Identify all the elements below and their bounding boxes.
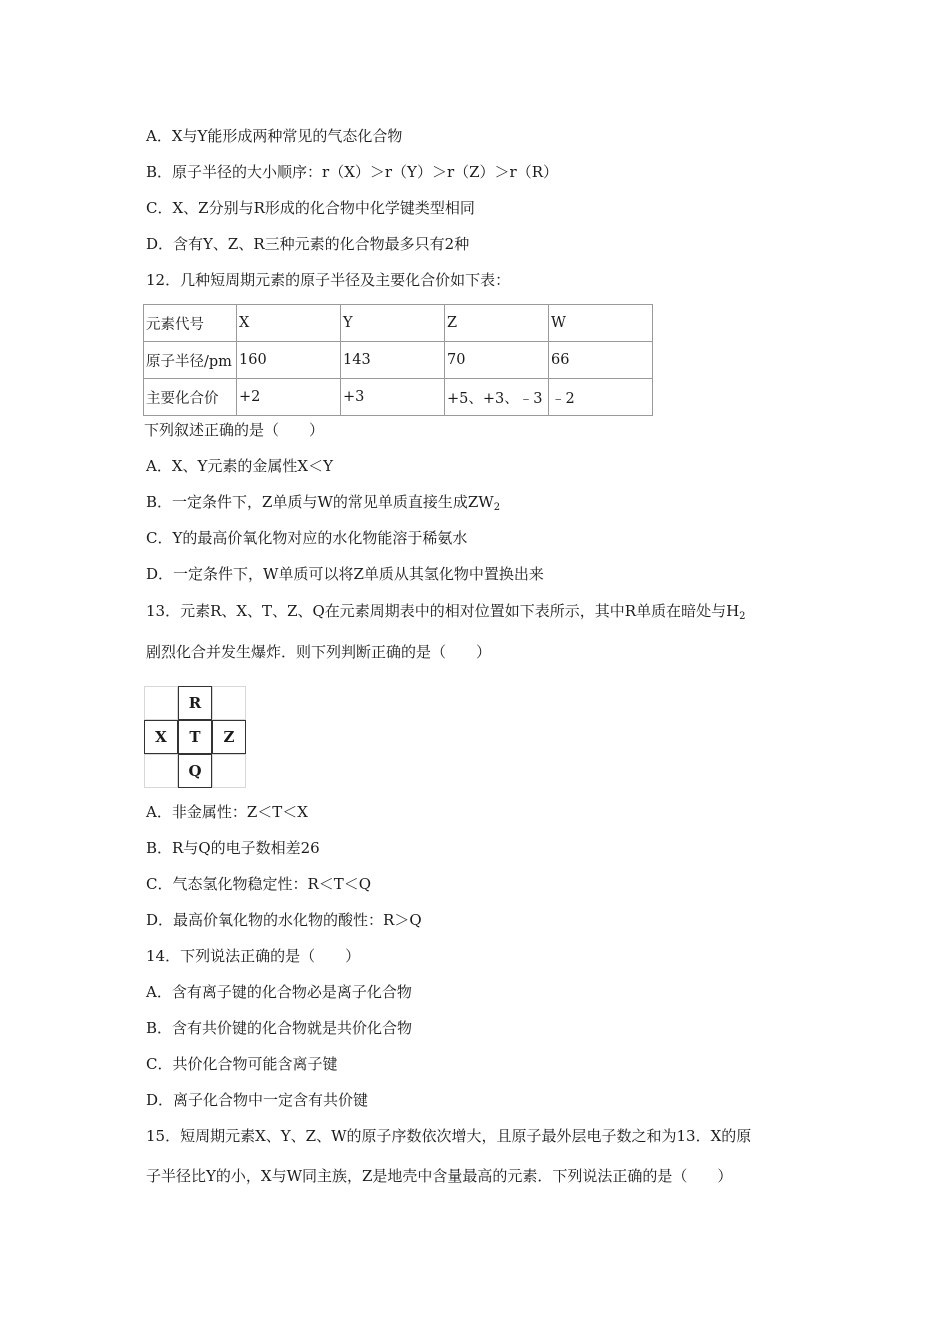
q12-option-a: A．X、Y元素的金属性X＜Y [146, 457, 333, 475]
grid-cell-r: R [178, 686, 212, 720]
q15-stem-line1: 15．短周期元素X、Y、Z、W的原子序数依次增大，且原子最外层电子数之和为13．X的原 [146, 1127, 752, 1145]
subscript: 2 [493, 502, 501, 513]
q12-stem: 12．几种短周期元素的原子半径及主要化合价如下表： [146, 271, 511, 289]
grid-cell-empty [212, 754, 246, 788]
table-cell: 160 [237, 342, 341, 379]
table-cell: 143 [341, 342, 445, 379]
table-cell: +3 [341, 379, 445, 416]
q11-option-b: B．原子半径的大小顺序：r（X）＞r（Y）＞r（Z）＞r（R） [146, 163, 559, 181]
table-cell: 原子半径/pm [144, 342, 237, 379]
q11-option-c: C．X、Z分别与R形成的化合物中化学键类型相同 [146, 199, 475, 217]
periodic-position-grid [144, 686, 246, 788]
table-cell: X [237, 305, 341, 342]
table-cell: W [549, 305, 653, 342]
q13-option-a: A．非金属性：Z＜T＜X [146, 803, 308, 821]
table-cell: Z [445, 305, 549, 342]
q11-option-d: D．含有Y、Z、R三种元素的化合物最多只有2种 [146, 235, 470, 253]
subscript: 2 [739, 611, 746, 622]
table-cell: +2 [237, 379, 341, 416]
q13-stem-line1 [146, 601, 746, 627]
q13-stem-text: 13．元素R、X、T、Z、Q在元素周期表中的相对位置如下表所示，其中R单质在暗处与H [146, 602, 740, 620]
grid-cell-empty [212, 686, 246, 720]
table-cell: 70 [445, 342, 549, 379]
q12-option-c: C．Y的最高价氧化物对应的水化物能溶于稀氨水 [146, 529, 468, 547]
q11-option-a: A．X与Y能形成两种常见的气态化合物 [146, 127, 403, 145]
table-cell: 66 [549, 342, 653, 379]
grid-cell-empty [144, 686, 178, 720]
q14-option-c: C．共价化合物可能含离子键 [146, 1055, 338, 1073]
q14-stem: 14．下列说法正确的是（ ） [146, 947, 361, 965]
grid-cell-z: Z [212, 720, 246, 754]
q13-stem-line2: 剧烈化合并发生爆炸．则下列判断正确的是（ ） [146, 643, 492, 661]
grid-cell-q: Q [178, 754, 212, 788]
grid-cell-t: T [178, 720, 212, 754]
grid-cell-x: X [144, 720, 178, 754]
q12-prompt: 下列叙述正确的是（ ） [144, 421, 325, 439]
table-cell: ﹣2 [549, 379, 653, 416]
table-header-row [144, 305, 653, 342]
table-row [144, 379, 653, 416]
table-cell: Y [341, 305, 445, 342]
q15-stem-line2: 子半径比Y的小，X与W同主族，Z是地壳中含量最高的元素．下列说法正确的是（ ） [146, 1167, 733, 1185]
q12-option-b-text: B．一定条件下，Z单质与W的常见单质直接生成ZW [146, 493, 494, 511]
q13-option-d: D．最高价氧化物的水化物的酸性：R＞Q [146, 911, 422, 929]
q13-option-b: B．R与Q的电子数相差26 [146, 839, 320, 857]
q13-option-c: C．气态氢化物稳定性：R＜T＜Q [146, 875, 372, 893]
table-cell: 主要化合价 [144, 379, 237, 416]
element-property-table [143, 304, 653, 416]
q14-option-a: A．含有离子键的化合物必是离子化合物 [146, 983, 412, 1001]
table-row [144, 342, 653, 379]
table-cell: +5、+3、﹣3 [445, 379, 549, 416]
q12-option-b [146, 492, 500, 518]
q14-option-b: B．含有共价键的化合物就是共价化合物 [146, 1019, 413, 1037]
table-cell: 元素代号 [144, 305, 237, 342]
grid-cell-empty [144, 754, 178, 788]
q12-option-d: D．一定条件下，W单质可以将Z单质从其氢化物中置换出来 [146, 565, 544, 583]
q14-option-d: D．离子化合物中一定含有共价键 [146, 1091, 369, 1109]
